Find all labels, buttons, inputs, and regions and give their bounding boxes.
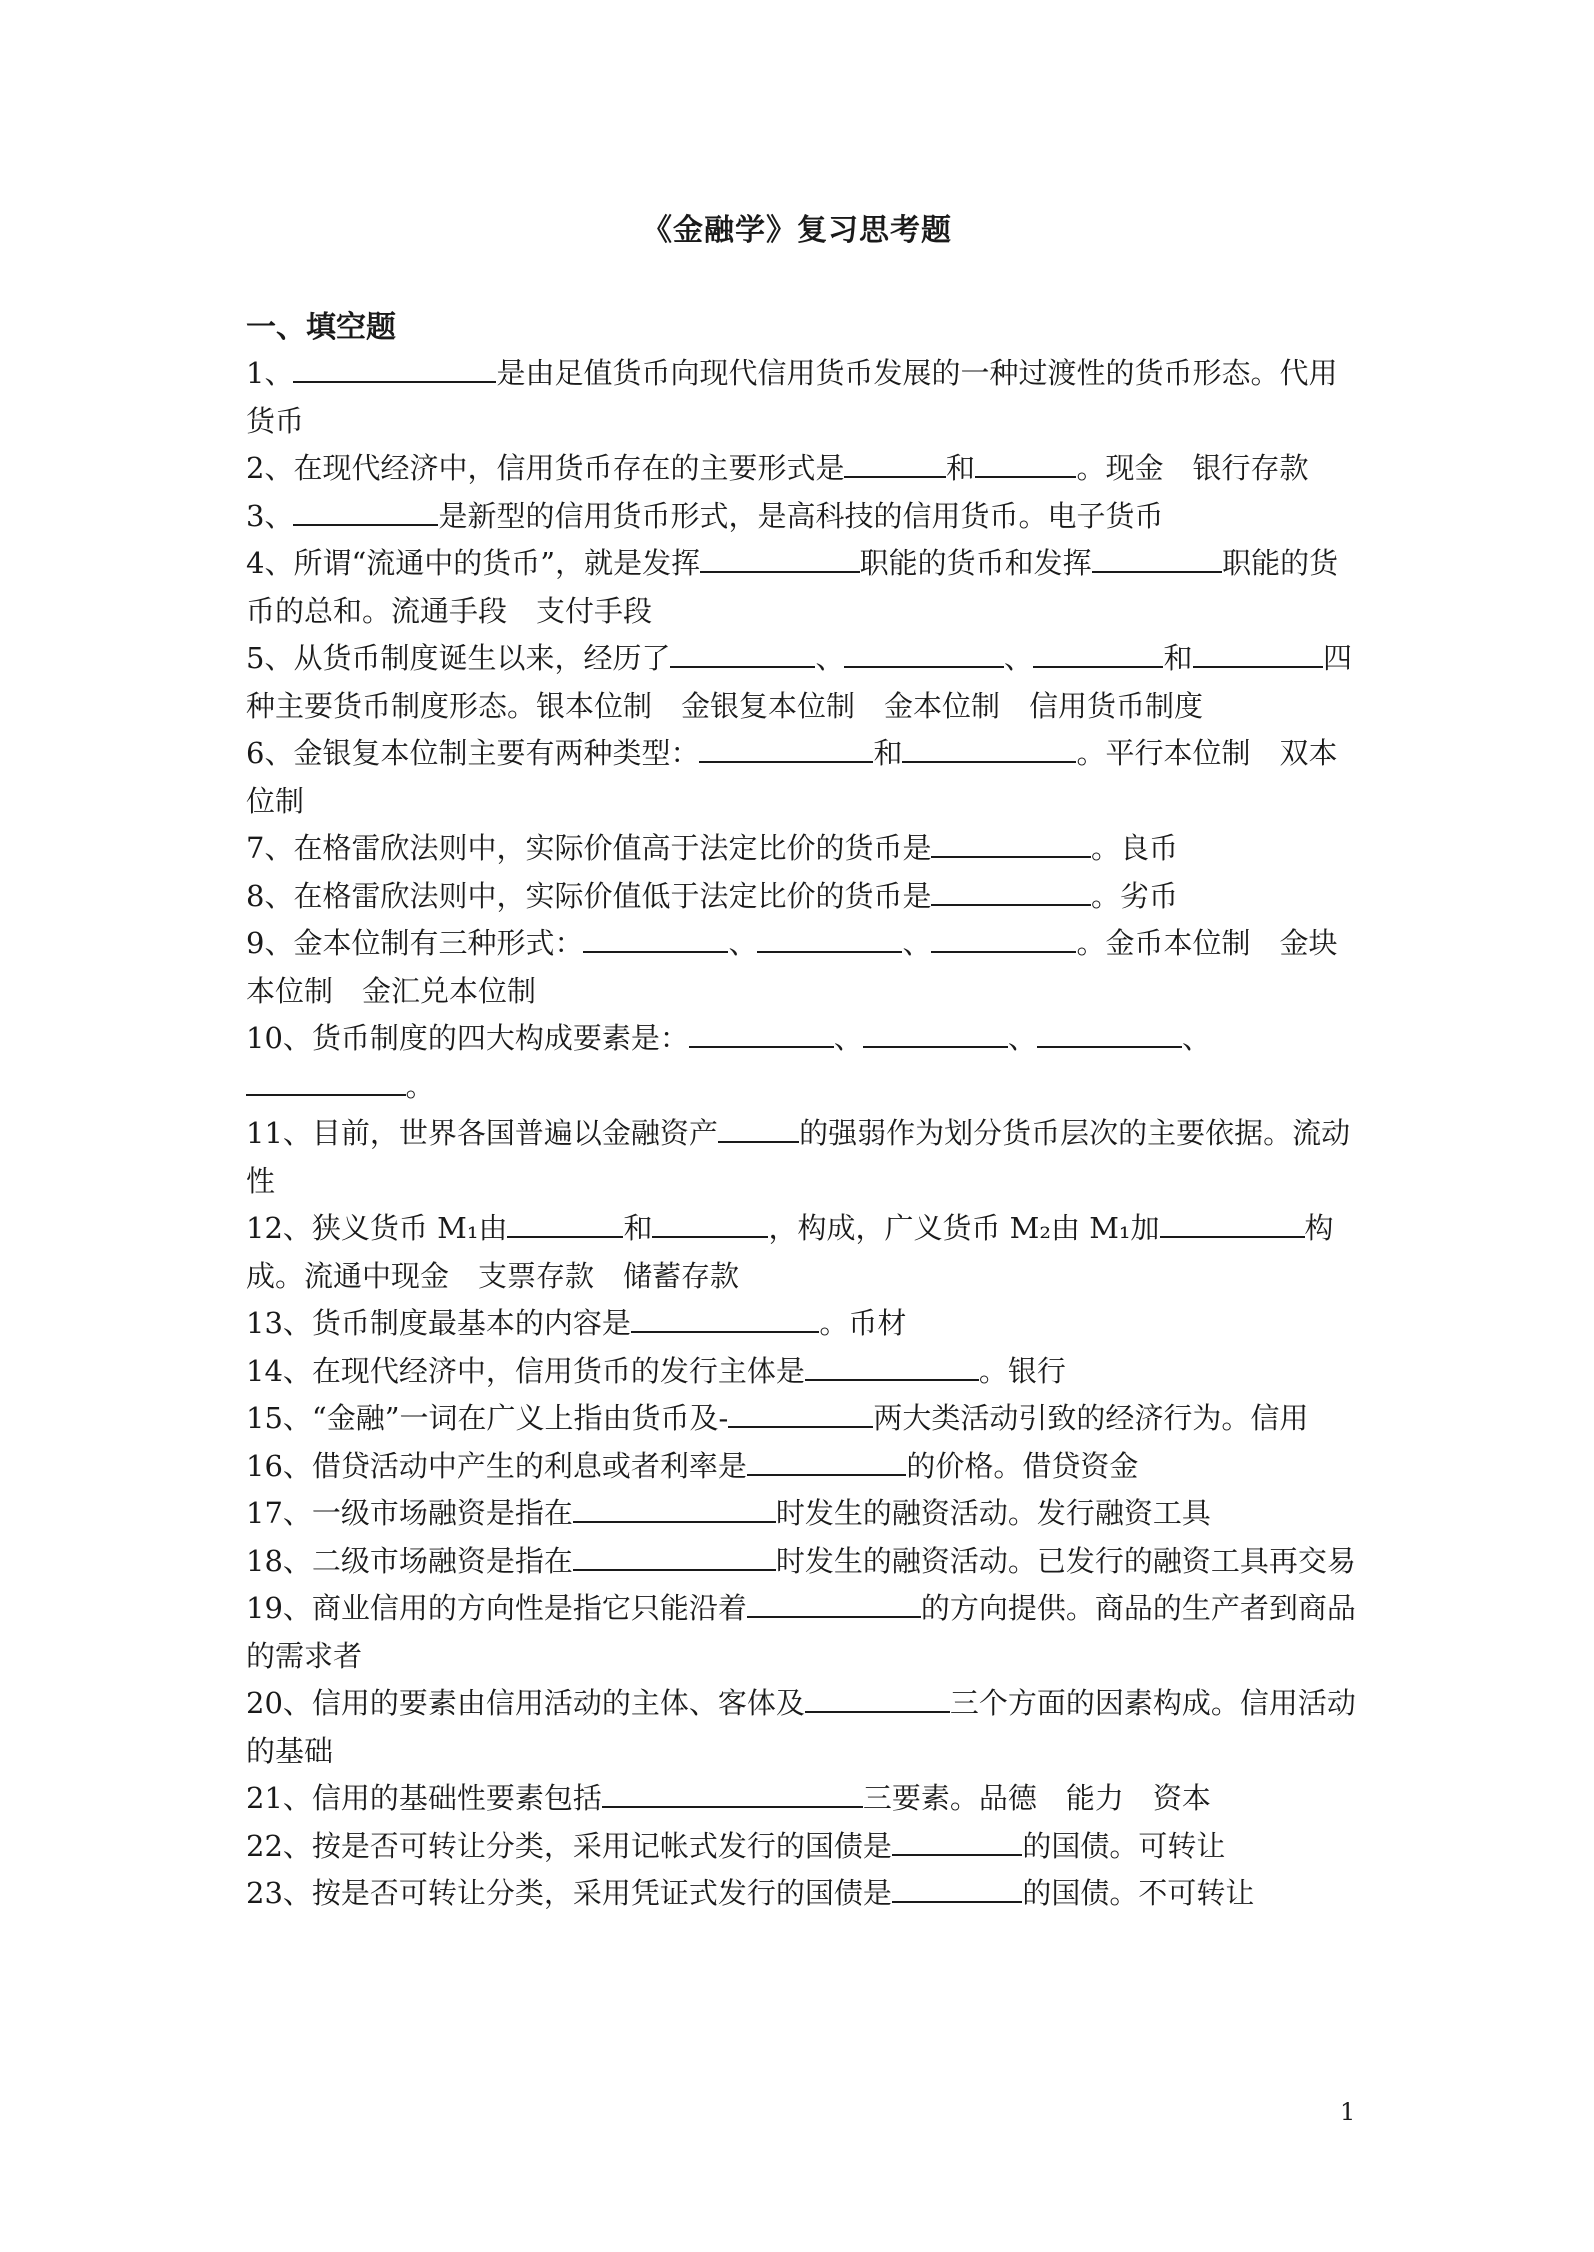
answer-blank xyxy=(931,828,1091,858)
question-text: 职能的货币和发挥 xyxy=(859,546,1092,580)
answer-blank xyxy=(573,1493,776,1523)
question-text: 的强弱作为划分货币层次的主要依据。流动性 xyxy=(246,1116,1351,1198)
question-text: 5、从货币制度诞生以来，经历了 xyxy=(246,641,671,675)
question-text: 、 xyxy=(1181,1021,1211,1055)
question-text: 23、按是否可转让分类，采用凭证式发行的国债是 xyxy=(246,1876,892,1910)
question-text: 时发生的融资活动。发行融资工具 xyxy=(775,1496,1211,1530)
answer-blank xyxy=(700,543,860,573)
question-text: 7、在格雷欣法则中，实际价值高于法定比价的货币是 xyxy=(246,831,932,865)
answer-blank xyxy=(583,923,728,953)
question-text: 。现金 银行存款 xyxy=(1076,451,1309,485)
question-text: 4、所谓“流通中的货币”，就是发挥 xyxy=(246,546,701,580)
question-text: 的价格。借贷资金 xyxy=(906,1448,1139,1483)
question-text: 三要素。品德 能力 资本 xyxy=(862,1781,1211,1815)
question-item xyxy=(246,1775,1358,1823)
question-item xyxy=(246,1443,1358,1491)
question-list xyxy=(246,350,1358,1918)
question-item xyxy=(246,1300,1358,1348)
question-text: 19、商业信用的方向性是指它只能沿着 xyxy=(246,1591,747,1625)
question-text: 12、狭义货币 M₁由 xyxy=(246,1211,508,1245)
answer-blank xyxy=(747,1446,907,1476)
answer-blank xyxy=(246,1066,406,1096)
question-text: 和 xyxy=(1163,641,1193,675)
question-item xyxy=(246,1015,1358,1110)
question-text: 14、在现代经济中，信用货币的发行主体是 xyxy=(246,1353,805,1388)
question-item xyxy=(246,825,1358,873)
answer-blank xyxy=(931,923,1076,953)
answer-blank xyxy=(507,1208,623,1238)
question-text: 16、借贷活动中产生的利息或者利率是 xyxy=(246,1448,747,1483)
answer-blank xyxy=(631,1303,820,1333)
question-text: 、 xyxy=(833,1021,863,1055)
question-text: 3、 xyxy=(246,498,294,533)
answer-blank xyxy=(652,1208,768,1238)
answer-blank xyxy=(902,733,1076,763)
answer-blank xyxy=(670,638,815,668)
question-text: 1、 xyxy=(246,356,294,390)
answer-blank xyxy=(689,1018,834,1048)
answer-blank xyxy=(844,448,946,478)
question-item xyxy=(246,493,1358,541)
question-text: 两大类活动引致的经济行为。信用 xyxy=(873,1401,1309,1435)
question-item xyxy=(246,1490,1358,1538)
question-text: 、 xyxy=(1007,1021,1037,1055)
question-text: 8、在格雷欣法则中，实际价值低于法定比价的货币是 xyxy=(246,878,932,913)
question-text: 。良币 xyxy=(1090,831,1178,865)
question-text: 。币材 xyxy=(819,1306,907,1340)
question-text: 的方向提供。商品的生产者到商品的需求者 xyxy=(246,1591,1356,1673)
question-item xyxy=(246,1348,1358,1396)
question-text: 职能的货币的总和。流通手段 支付手段 xyxy=(246,546,1339,628)
question-text: 6、金银复本位制主要有两种类型： xyxy=(246,736,700,770)
question-text: 的国债。不可转让 xyxy=(1022,1876,1255,1910)
answer-blank xyxy=(975,448,1077,478)
question-text: 是新型的信用货币形式，是高科技的信用货币。电子货币 xyxy=(438,498,1164,533)
answer-blank xyxy=(747,1588,921,1618)
question-text: 构成。流通中现金 支票存款 储蓄存款 xyxy=(246,1211,1334,1293)
question-text: 20、信用的要素由信用活动的主体、客体及 xyxy=(246,1686,805,1720)
question-item xyxy=(246,1585,1358,1680)
question-text: 、 xyxy=(902,926,932,960)
question-item xyxy=(246,350,1358,445)
question-text: 和 xyxy=(873,736,903,770)
answer-blank xyxy=(892,1873,1023,1903)
question-item xyxy=(246,920,1358,1015)
answer-blank xyxy=(1160,1208,1305,1238)
page-number: 1 xyxy=(1340,2098,1356,2126)
question-text: 、 xyxy=(1003,641,1033,675)
answer-blank xyxy=(931,876,1091,906)
answer-blank xyxy=(1037,1018,1182,1048)
answer-blank xyxy=(728,1398,873,1428)
answer-blank xyxy=(699,733,873,763)
question-item xyxy=(246,1823,1358,1871)
answer-blank xyxy=(1193,638,1324,668)
answer-blank xyxy=(293,353,496,383)
question-text: 13、货币制度最基本的内容是 xyxy=(246,1306,631,1340)
question-text: 三个方面的因素构成。信用活动的基础 xyxy=(246,1686,1356,1768)
question-item xyxy=(246,635,1358,730)
question-text: 17、一级市场融资是指在 xyxy=(246,1496,573,1530)
answer-blank xyxy=(757,923,902,953)
answer-blank xyxy=(863,1018,1008,1048)
question-text: 、 xyxy=(815,641,845,675)
question-item xyxy=(246,1110,1358,1205)
question-text: ，构成，广义货币 M₂由 M₁加 xyxy=(768,1211,1160,1245)
question-text: 、 xyxy=(728,926,758,960)
answer-blank xyxy=(573,1541,776,1571)
question-text: 。 xyxy=(405,1068,435,1103)
answer-blank xyxy=(1092,543,1223,573)
question-text: 时发生的融资活动。已发行的融资工具再交易 xyxy=(775,1543,1356,1578)
question-item xyxy=(246,445,1358,493)
question-item xyxy=(246,1205,1358,1300)
answer-blank xyxy=(602,1778,863,1808)
question-text: 。金币本位制 金块本位制 金汇兑本位制 xyxy=(246,926,1338,1008)
question-item xyxy=(246,1680,1358,1775)
question-item xyxy=(246,730,1358,825)
answer-blank xyxy=(892,1826,1023,1856)
answer-blank xyxy=(293,496,438,526)
question-text: 18、二级市场融资是指在 xyxy=(246,1543,573,1578)
answer-blank xyxy=(805,1683,950,1713)
question-text: 。银行 xyxy=(978,1353,1066,1388)
question-text: 。劣币 xyxy=(1090,878,1178,913)
question-text: 10、货币制度的四大构成要素是： xyxy=(246,1021,689,1055)
question-text: 四种主要货币制度形态。银本位制 金银复本位制 金本位制 信用货币制度 xyxy=(246,641,1353,723)
answer-blank xyxy=(844,638,1004,668)
answer-blank xyxy=(805,1351,979,1381)
question-item xyxy=(246,1870,1358,1918)
question-text: 22、按是否可转让分类，采用记帐式发行的国债是 xyxy=(246,1828,892,1863)
question-item xyxy=(246,540,1358,635)
answer-blank xyxy=(1033,638,1164,668)
question-text: 21、信用的基础性要素包括 xyxy=(246,1781,602,1815)
question-text: 9、金本位制有三种形式： xyxy=(246,926,584,960)
question-text: 15、“金融”一词在广义上指由货币及- xyxy=(246,1401,729,1435)
question-item xyxy=(246,1538,1358,1586)
answer-blank xyxy=(718,1113,799,1143)
question-item xyxy=(246,1395,1358,1443)
question-text: 。平行本位制 双本位制 xyxy=(246,736,1338,818)
question-text: 11、目前，世界各国普遍以金融资产 xyxy=(246,1116,718,1150)
question-text: 和 xyxy=(945,451,975,485)
question-text: 2、在现代经济中，信用货币存在的主要形式是 xyxy=(246,451,845,485)
section-heading: 一、填空题 xyxy=(246,310,396,345)
question-item xyxy=(246,873,1358,921)
question-text: 的国债。可转让 xyxy=(1022,1828,1226,1863)
question-text: 和 xyxy=(623,1211,653,1245)
question-text: 是由足值货币向现代信用货币发展的一种过渡性的货币形态。代用货币 xyxy=(246,356,1338,438)
page-title: 《金融学》复习思考题 xyxy=(642,213,952,248)
